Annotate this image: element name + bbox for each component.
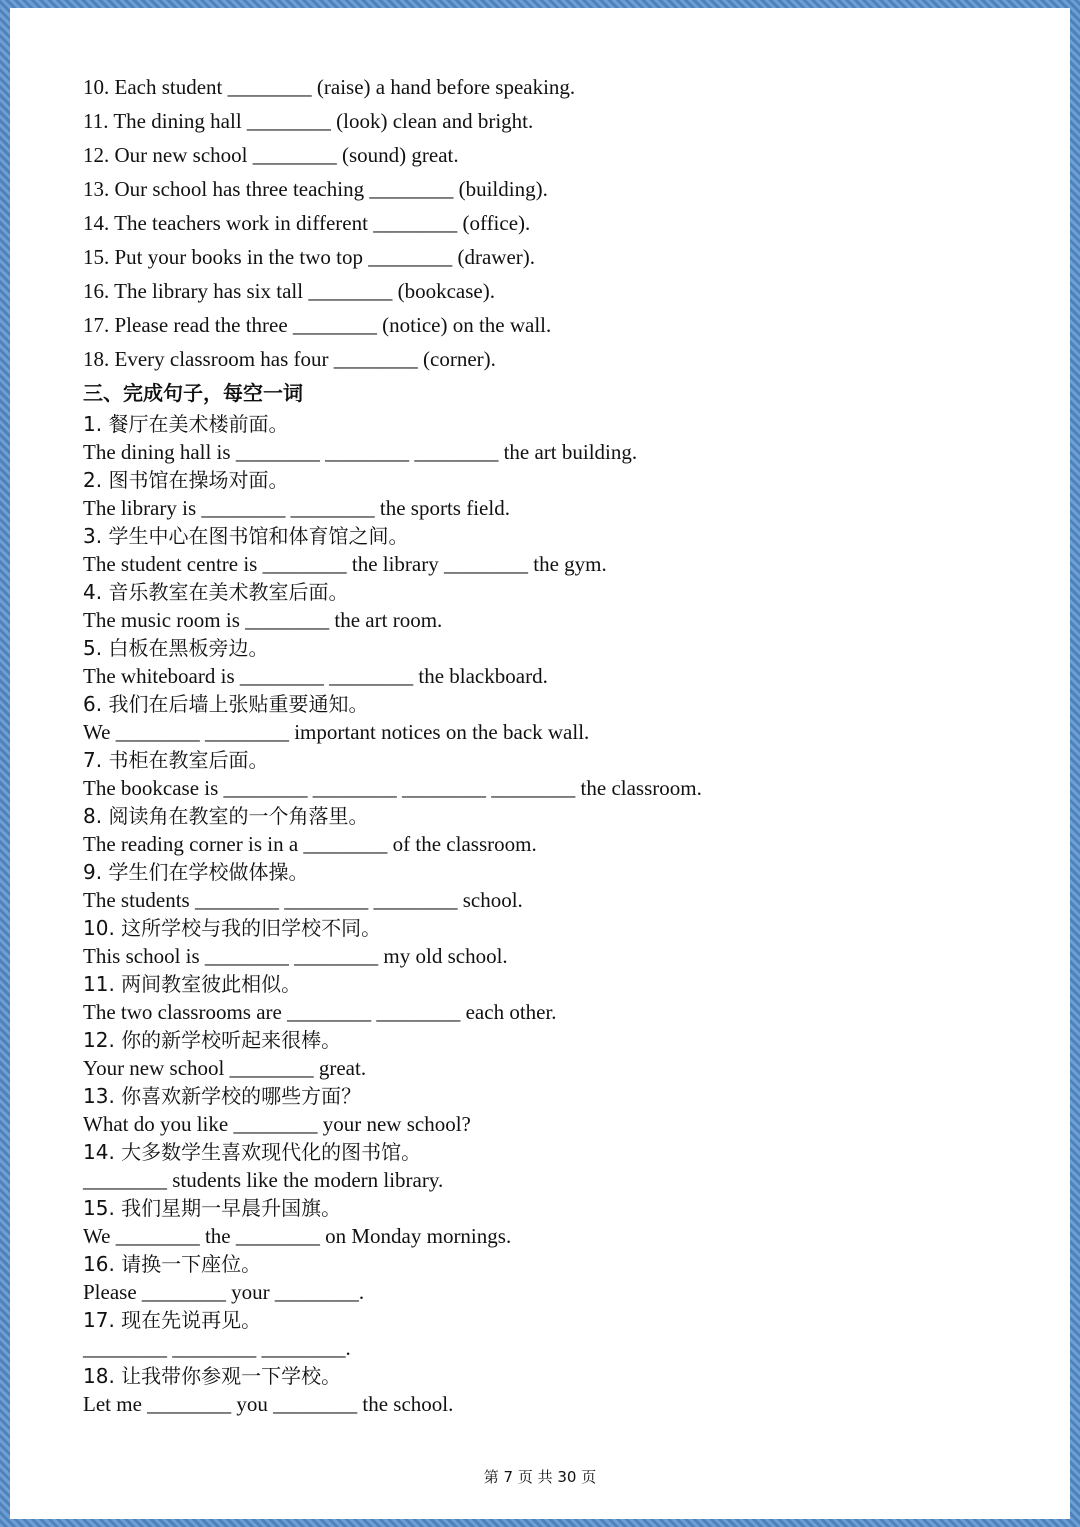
english-sentence: The whiteboard is ________ ________ the blackboard. xyxy=(83,664,548,688)
chinese-prompt: 6. 我们在后墙上张贴重要通知。 xyxy=(83,692,369,716)
chinese-prompt: 2. 图书馆在操场对面。 xyxy=(83,468,289,492)
sentence-item xyxy=(83,1306,1043,1362)
sentence-item xyxy=(83,802,1043,858)
chinese-prompt: 17. 现在先说再见。 xyxy=(83,1308,262,1332)
part2-list xyxy=(83,70,1043,376)
english-sentence: The dining hall is ________ ________ ________ the art building. xyxy=(83,440,638,464)
page-footer: 第 7 页 共 30 页 xyxy=(483,1468,597,1486)
chinese-prompt: 10. 这所学校与我的旧学校不同。 xyxy=(83,916,382,940)
sentence-item xyxy=(83,1194,1043,1250)
question-line: 10. Each student ________ (raise) a hand before speaking. xyxy=(83,75,576,99)
chinese-prompt: 4. 音乐教室在美术教室后面。 xyxy=(83,580,349,604)
worksheet-content xyxy=(83,70,1043,1418)
english-sentence: ________ ________ ________. xyxy=(83,1336,351,1360)
question-line: 13. Our school has three teaching ________ (building). xyxy=(83,177,548,201)
chinese-prompt: 7. 书柜在教室后面。 xyxy=(83,748,269,772)
english-sentence: The bookcase is ________ ________ ________ ________ the classroom. xyxy=(83,776,702,800)
sentence-item xyxy=(83,914,1043,970)
sentence-item xyxy=(83,410,1043,466)
english-sentence: The reading corner is in a ________ of the classroom. xyxy=(83,832,537,856)
chinese-prompt: 9. 学生们在学校做体操。 xyxy=(83,860,309,884)
chinese-prompt: 5. 白板在黑板旁边。 xyxy=(83,636,269,660)
sentence-item xyxy=(83,1138,1043,1194)
section3-title: 三、完成句子，每空一词 xyxy=(83,381,303,405)
chinese-prompt: 1. 餐厅在美术楼前面。 xyxy=(83,412,289,436)
sentence-item xyxy=(83,1026,1043,1082)
sentence-item xyxy=(83,1362,1043,1418)
chinese-prompt: 13. 你喜欢新学校的哪些方面？ xyxy=(83,1084,362,1108)
sentence-item xyxy=(83,1082,1043,1138)
english-sentence: The student centre is ________ the library ________ the gym. xyxy=(83,552,607,576)
question-line: 18. Every classroom has four ________ (corner). xyxy=(83,347,496,371)
sentence-item xyxy=(83,970,1043,1026)
english-sentence: ________ students like the modern library. xyxy=(83,1168,444,1192)
question-line: 17. Please read the three ________ (notice) on the wall. xyxy=(83,313,552,337)
chinese-prompt: 16. 请换一下座位。 xyxy=(83,1252,262,1276)
worksheet-page xyxy=(10,8,1070,1519)
english-sentence: Please ________ your ________. xyxy=(83,1280,365,1304)
question-line: 12. Our new school ________ (sound) great. xyxy=(83,143,459,167)
question-line: 15. Put your books in the two top ________ (drawer). xyxy=(83,245,536,269)
sentence-item xyxy=(83,466,1043,522)
english-sentence: The two classrooms are ________ ________ each other. xyxy=(83,1000,557,1024)
english-sentence: We ________ the ________ on Monday mornings. xyxy=(83,1224,512,1248)
chinese-prompt: 18. 让我带你参观一下学校。 xyxy=(83,1364,342,1388)
english-sentence: What do you like ________ your new school? xyxy=(83,1112,471,1136)
chinese-prompt: 15. 我们星期一早晨升国旗。 xyxy=(83,1196,342,1220)
sentence-item xyxy=(83,578,1043,634)
english-sentence: The library is ________ ________ the sports field. xyxy=(83,496,510,520)
sentence-item xyxy=(83,690,1043,746)
english-sentence: Your new school ________ great. xyxy=(83,1056,367,1080)
chinese-prompt: 8. 阅读角在教室的一个角落里。 xyxy=(83,804,369,828)
english-sentence: The students ________ ________ ________ school. xyxy=(83,888,523,912)
english-sentence: We ________ ________ important notices on the back wall. xyxy=(83,720,590,744)
english-sentence: Let me ________ you ________ the school. xyxy=(83,1392,454,1416)
question-line: 11. The dining hall ________ (look) clean and bright. xyxy=(83,109,534,133)
english-sentence: This school is ________ ________ my old school. xyxy=(83,944,508,968)
english-sentence: The music room is ________ the art room. xyxy=(83,608,443,632)
chinese-prompt: 3. 学生中心在图书馆和体育馆之间。 xyxy=(83,524,409,548)
chinese-prompt: 14. 大多数学生喜欢现代化的图书馆。 xyxy=(83,1140,422,1164)
part3-list xyxy=(83,410,1043,1418)
sentence-item xyxy=(83,1250,1043,1306)
sentence-item xyxy=(83,634,1043,690)
chinese-prompt: 11. 两间教室彼此相似。 xyxy=(83,972,302,996)
sentence-item xyxy=(83,746,1043,802)
question-line: 16. The library has six tall ________ (bookcase). xyxy=(83,279,495,303)
sentence-item xyxy=(83,522,1043,578)
question-line: 14. The teachers work in different ________ (office). xyxy=(83,211,531,235)
sentence-item xyxy=(83,858,1043,914)
chinese-prompt: 12. 你的新学校听起来很棒。 xyxy=(83,1028,342,1052)
